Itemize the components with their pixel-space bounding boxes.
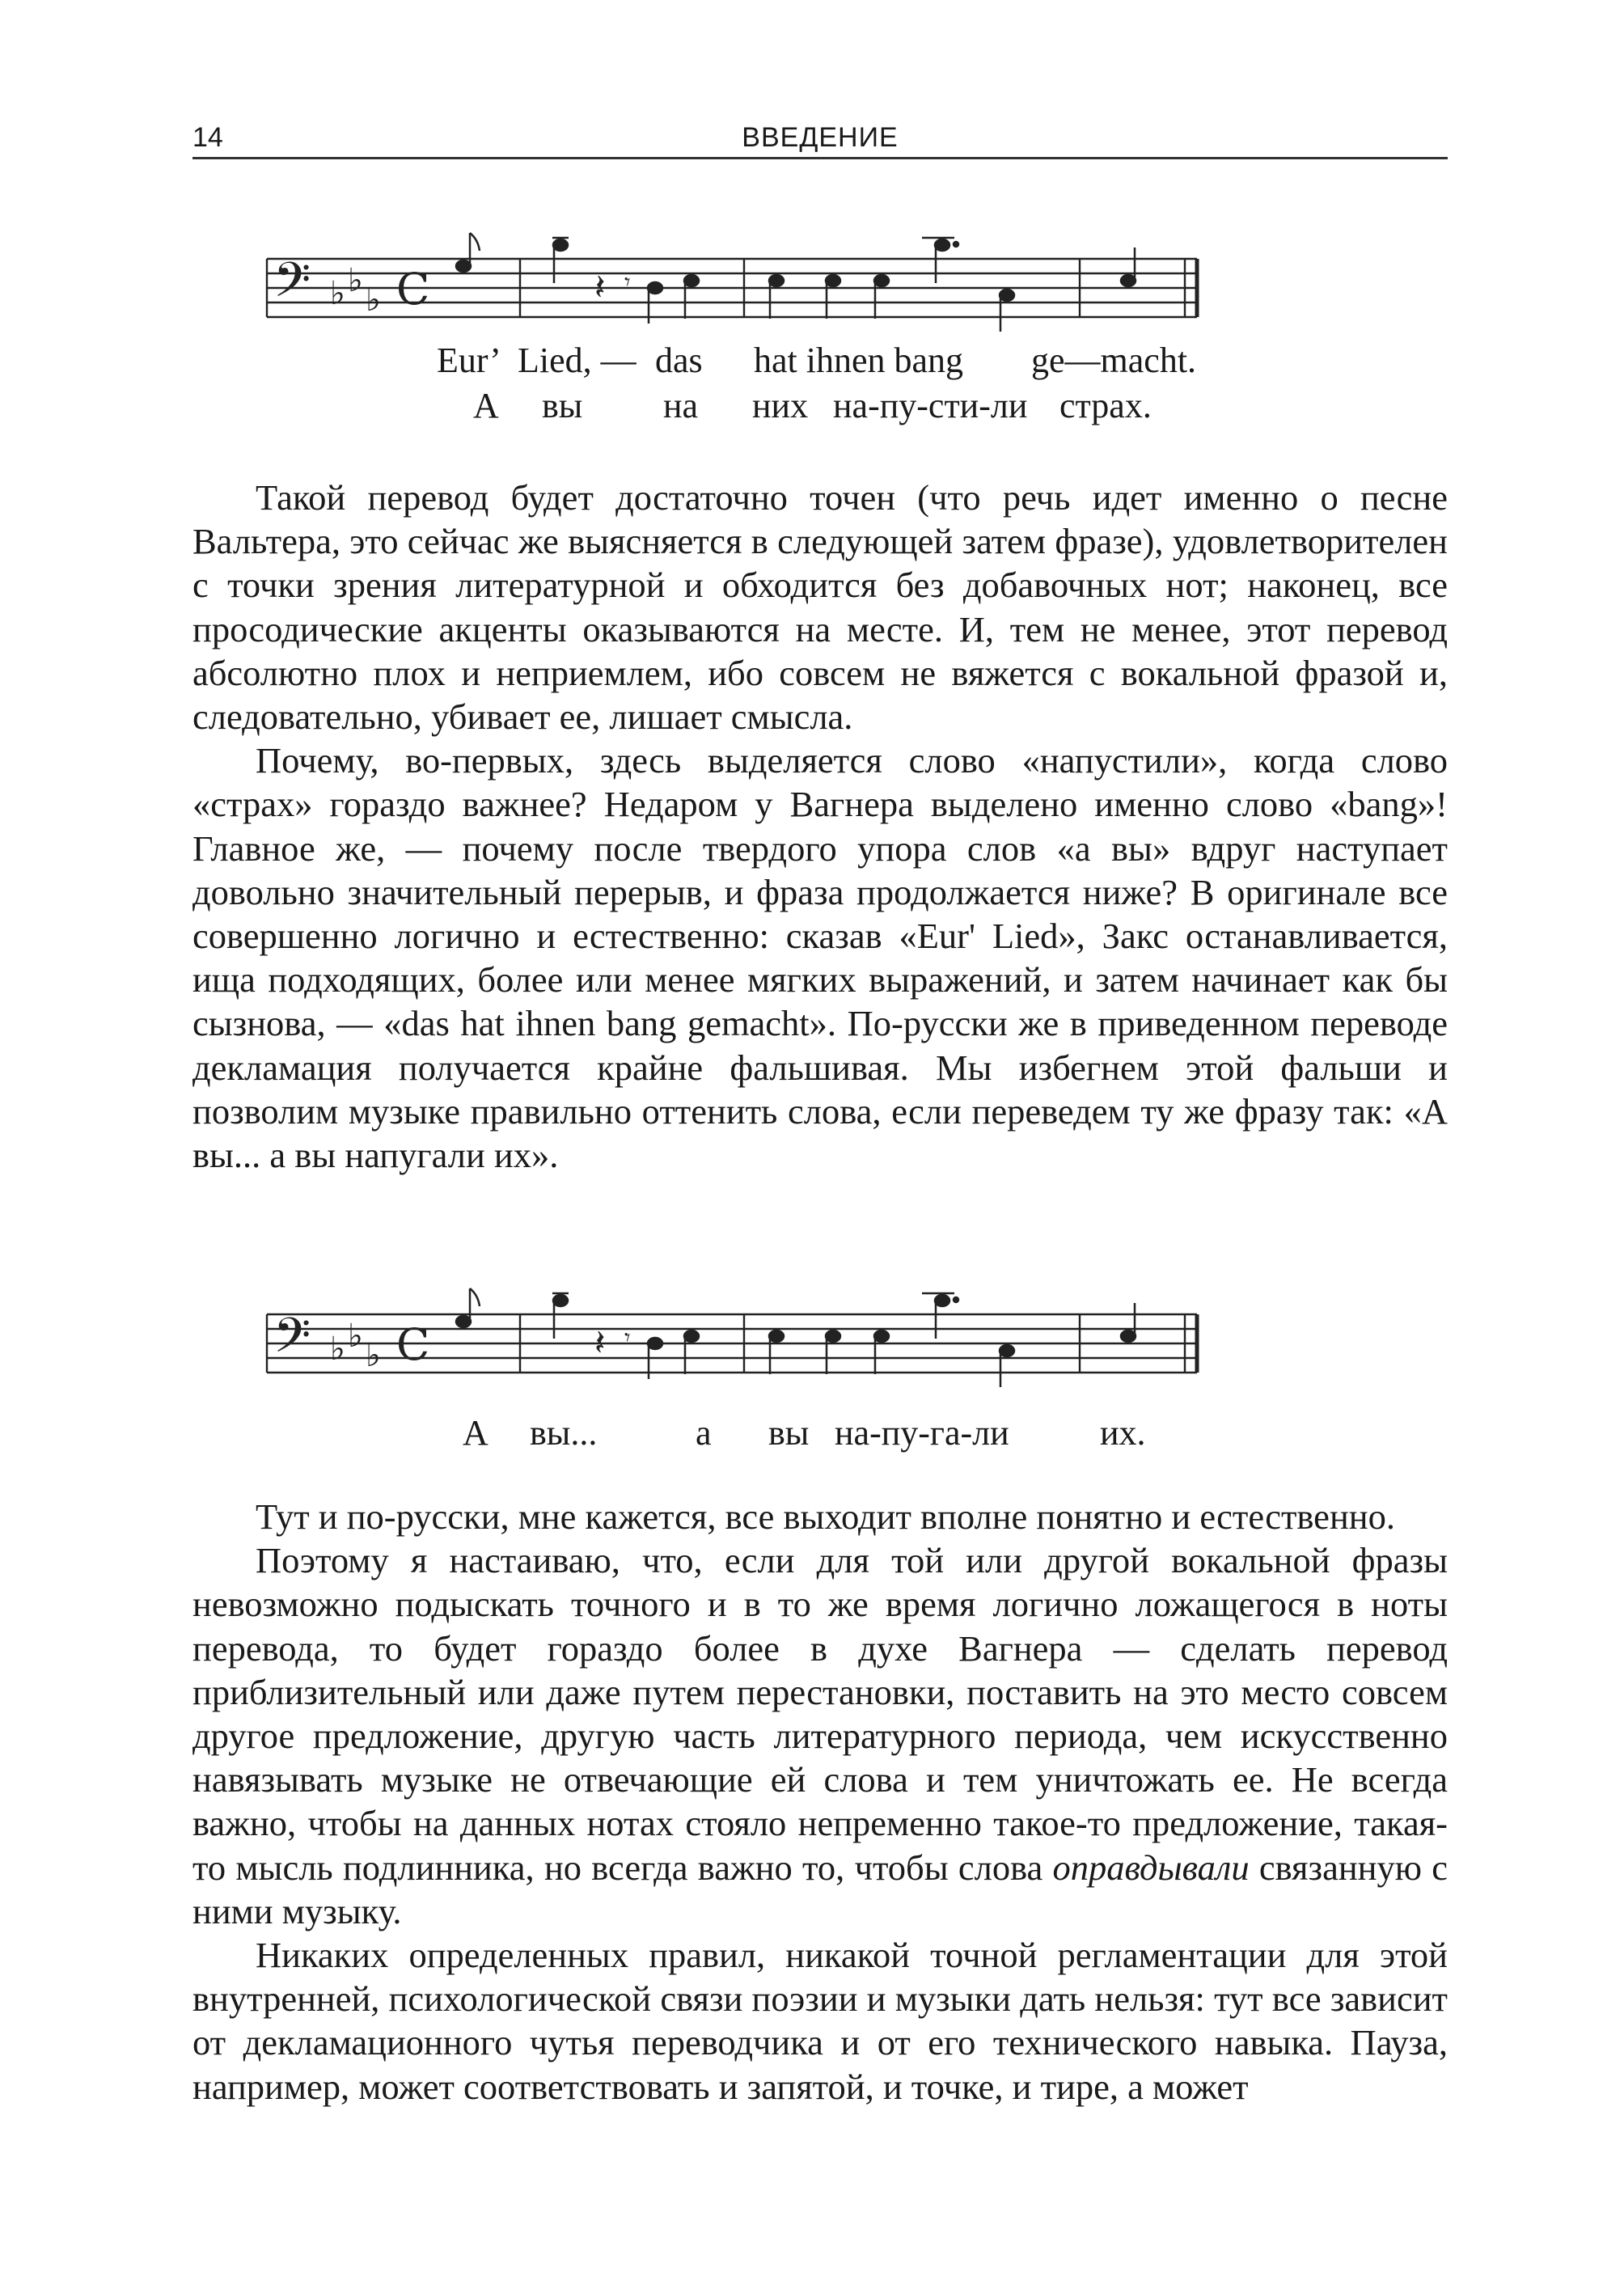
lyric-word: них [752, 386, 809, 425]
svg-text:♭: ♭ [330, 1331, 345, 1368]
svg-text:𝄽: 𝄽 [594, 1322, 606, 1364]
svg-text:♭: ♭ [366, 281, 381, 319]
body-text-2 [192, 1495, 1448, 2109]
section-title: ВВЕДЕНИЕ [742, 122, 899, 153]
lyric-word: ge—macht. [1031, 341, 1197, 380]
key-signature-flats [330, 262, 381, 319]
bass-clef-icon [273, 1307, 311, 1375]
key-signature-flats [330, 1318, 381, 1374]
lyric-word: hat ihnen bang [754, 341, 964, 380]
paragraph-text: связанную с ними музыку. [192, 1847, 1448, 1931]
paragraph: Тут и по-русски, мне кажется, все выходит вполне понятно и естественно. [256, 1496, 1395, 1537]
emphasized-word: оправдывали [1052, 1847, 1250, 1888]
lyric-word: А [463, 1413, 488, 1453]
music-example-1 [259, 226, 1213, 348]
lyric-word: страх. [1059, 386, 1152, 425]
music-staff-2 [259, 1282, 1213, 1403]
lyric-word: на [663, 386, 699, 425]
paragraph: Почему, во-первых, здесь выделяется слово «напустили», когда слово «страх» гораздо важнее? Недаром у Вагнера выделено именно слово «bang»! Главное же, — почему после твердого упора слов «а вы» вдруг наступает довольно значительный перерыв, и фраза продолжается ниже? В оригинале все совершенно логично и естественно: сказав «Eur' Lied», Закс останавливается, ища подходящих, более или менее мягких выражений, и затем начинает как бы сызнова, — «das hat ihnen bang gemacht». По-русски же в приведенном переводе декламация получается крайне фальшивая. Мы избегнем этой фальши и позволим музыке правильно оттенить слова, если переведем ту же фразу так: «А вы... а вы напугали их». [192, 740, 1448, 1176]
page-number: 14 [192, 122, 223, 153]
common-time-icon: C [396, 1319, 430, 1370]
bass-clef-icon [273, 252, 311, 319]
lyrics-russian-1 [437, 385, 1245, 427]
running-header [192, 120, 1448, 159]
lyrics-russian-2 [453, 1412, 1262, 1454]
body-text-1 [192, 476, 1448, 1177]
svg-text:𝄾: 𝄾 [624, 269, 631, 295]
paragraph: Такой перевод будет достаточно точен (что речь идет именно о песне Вальтера, это сейчас же выясняется в следующей затем фразе), удовлетворителен с точки зрения литературной и обходится без добавочных нот; наконец, все просодические акценты оказываются на месте. И, тем не менее, этот перевод абсолютно плох и неприемлем, ибо совсем не вяжется с вокальной фразой и, следовательно, убивает ее, лишает смысла. [192, 477, 1448, 738]
svg-text:♭: ♭ [348, 1318, 363, 1355]
paragraph [192, 1538, 1448, 1933]
svg-text:𝄢: 𝄢 [273, 252, 311, 319]
lyric-word: вы [542, 386, 583, 425]
lyric-word: а [696, 1413, 712, 1453]
paragraph: Никаких определенных правил, никакой точной регламентации для этой внутренней, психологической связи поэзии и музыки дать нельзя: тут все зависит от декламационного чутья переводчика и от его технического навыка. Пауза, например, может соответствовать и запятой, и точке, и тире, а может [192, 1935, 1448, 2107]
lyric-word: Lied, — [518, 341, 636, 380]
svg-text:♭: ♭ [366, 1337, 381, 1374]
lyric-word: Eur’ [437, 341, 501, 380]
svg-text:♭: ♭ [348, 262, 363, 299]
common-time-icon: C [396, 264, 430, 315]
music-example-2 [259, 1282, 1213, 1403]
lyric-word: das [655, 341, 703, 380]
lyric-word: вы... [530, 1413, 598, 1453]
lyric-word: вы [768, 1413, 810, 1453]
lyric-word: А [473, 386, 499, 425]
svg-text:𝄢: 𝄢 [273, 1307, 311, 1375]
svg-text:𝄾: 𝄾 [624, 1324, 631, 1351]
lyrics-german-1 [437, 340, 1245, 382]
music-staff-1 [259, 226, 1213, 348]
paragraph-text: Поэтому я настаиваю, что, если для той или другой вокальной фразы невозможно подыскать точного и в то же время логично ложащегося в ноты перевода, то будет гораздо более в духе Вагнера — сделать перевод приблизительный или даже путем перестановки, поставить на это место совсем другое предложение, другую часть литературного периода, чем искусственно навязывать музыке не отвечающие ей слова и тем уничтожать ее. Не всегда важно, чтобы на данных нотах стояло непременно такое-то предложение, такая-то мысль подлинника, но всегда важно то, чтобы слова [192, 1540, 1448, 1888]
svg-text:♭: ♭ [330, 275, 345, 312]
lyric-word: на-пу-га-ли [835, 1413, 1009, 1453]
svg-text:𝄽: 𝄽 [594, 267, 606, 308]
lyric-word: их. [1100, 1413, 1146, 1453]
lyric-word: на-пу-сти-ли [833, 386, 1028, 425]
